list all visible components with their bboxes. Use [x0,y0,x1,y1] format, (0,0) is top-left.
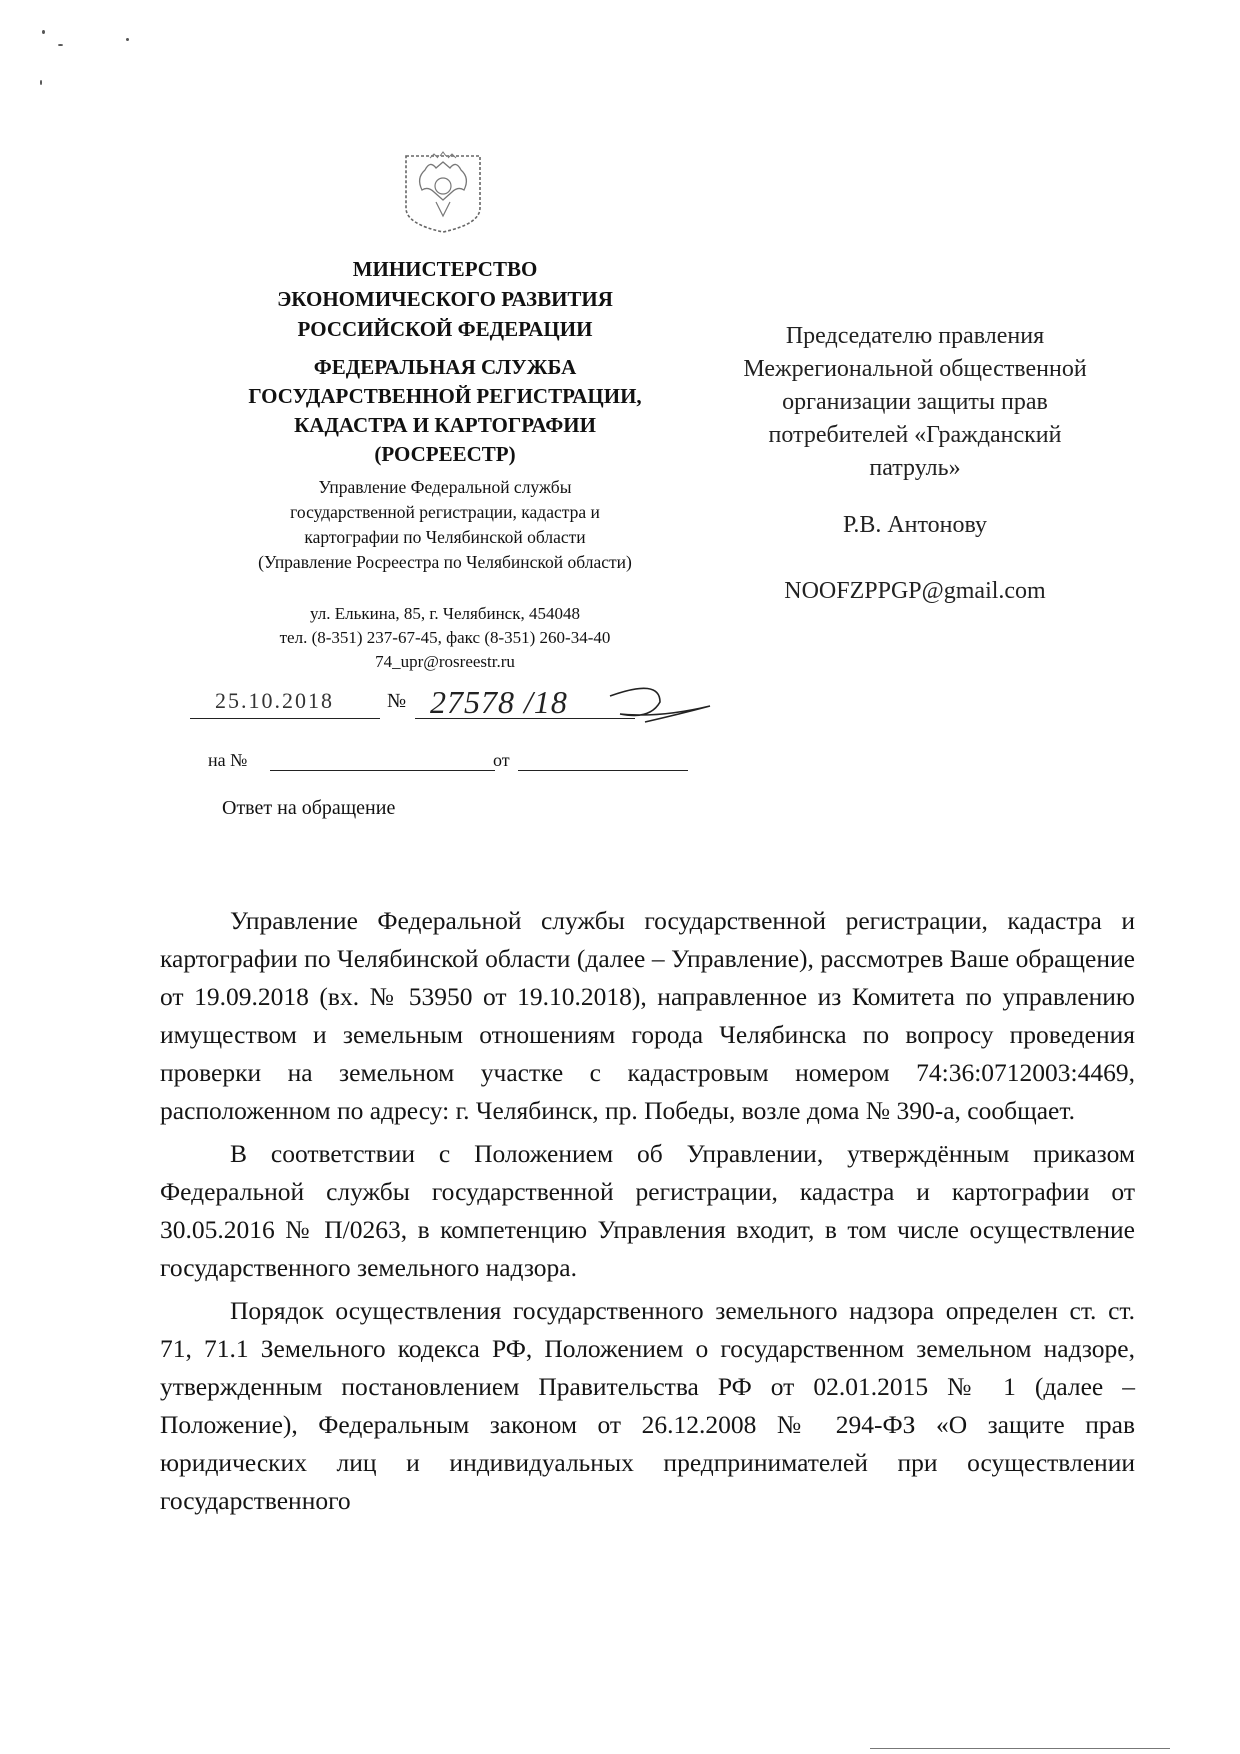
service-line: ФЕДЕРАЛЬНАЯ СЛУЖБА [313,355,577,379]
addressee-line: потребителей «Гражданский [768,422,1062,448]
ministry-line: РОССИЙСКОЙ ФЕДЕРАЦИИ [297,317,593,341]
addressee-line: организации защиты прав [782,389,1048,415]
letter-subject: Ответ на обращение [222,797,396,819]
number-label: № [387,690,407,712]
department-line: картографии по Челябинской области [304,527,586,547]
phone-line: тел. (8-351) 237-67-45, факс (8-351) 260-34-40 [279,628,611,647]
scan-speck [42,30,45,34]
body-paragraph: В соответствии с Положением об Управлении, утверждённым приказом Федеральной службы государственной регистрации, кадастра и картографии от 30.05.2016 № П/0263, в компетенцию Управления входит, в том числе осуществление государственного земельного надзора. [160,1139,1135,1282]
coat-of-arms-icon [400,150,486,234]
sender-email: 74_upr@rosreestr.ru [375,652,515,671]
body-paragraph: Управление Федеральной службы государственной регистрации, кадастра и картографии по Челябинской области (далее – Управление), рассмотрев Ваше обращение от 19.09.2018 (вх. № 53950 от 19.10.2018), направленное из Комитета по управлению имуществом и земельным отношениям города Челябинска по вопросу проведения проверки на земельном участке с кадастровым номером 74:36:0712003:4469, расположенном по адресу: г. Челябинск, пр. Победы, возле дома № 390-а, сообщает. [160,906,1135,1125]
letter-body [160,902,1135,1525]
page-edge-line [870,1748,1170,1749]
service-title [175,353,715,469]
scan-speck [58,44,63,46]
service-line: КАДАСТРА И КАРТОГРАФИИ [294,413,596,437]
reference-date-label: от [493,750,510,770]
registration-number: 27578 /18 [430,684,568,720]
reference-number-label: на № [208,750,248,770]
registration-date: 25.10.2018 [215,688,334,713]
addressee-line: Председателю правления [785,323,1045,349]
handwritten-stroke-icon [190,684,750,726]
department-name [175,475,715,575]
ministry-line: ЭКОНОМИЧЕСКОГО РАЗВИТИЯ [277,287,613,311]
address-line: ул. Елькина, 85, г. Челябинск, 454048 [310,604,580,623]
department-line: Управление Федеральной службы [318,477,572,497]
scan-speck [40,80,42,85]
ministry-title [175,254,715,344]
body-paragraph: Порядок осуществления государственного земельного надзора определен ст. ст. 71, 71.1 Земельного кодекса РФ, Положением о государственном земельном надзоре, утвержденным постановлением Правительства РФ от 02.01.2015 № 1 (далее – Положение), Федеральным законом от 26.12.2008 № 294-ФЗ «О защите прав юридических лиц и индивидуальных предпринимателей при осуществлении государственного [160,1296,1135,1515]
ministry-line: МИНИСТЕРСТВО [352,257,538,281]
addressee-line: Межрегиональной общественной [743,356,1087,382]
addressee-email: NOOFZPPGP@gmail.com [784,578,1046,604]
sender-address [175,602,715,674]
department-line: (Управление Росреестра по Челябинской области) [258,552,632,572]
department-line: государственной регистрации, кадастра и [290,502,600,522]
reference-line [208,750,708,780]
addressee-line: патруль» [869,455,961,481]
reference-number-blank [270,770,495,771]
service-line: ГОСУДАРСТВЕННОЙ РЕГИСТРАЦИИ, [248,384,642,408]
addressee-name: Р.В. Антонову [842,512,988,538]
registration-line [190,684,750,724]
reference-date-blank [518,770,688,771]
addressee-block [695,320,1135,608]
scan-speck [126,38,129,41]
service-line: (РОСРЕЕСТР) [374,442,516,466]
